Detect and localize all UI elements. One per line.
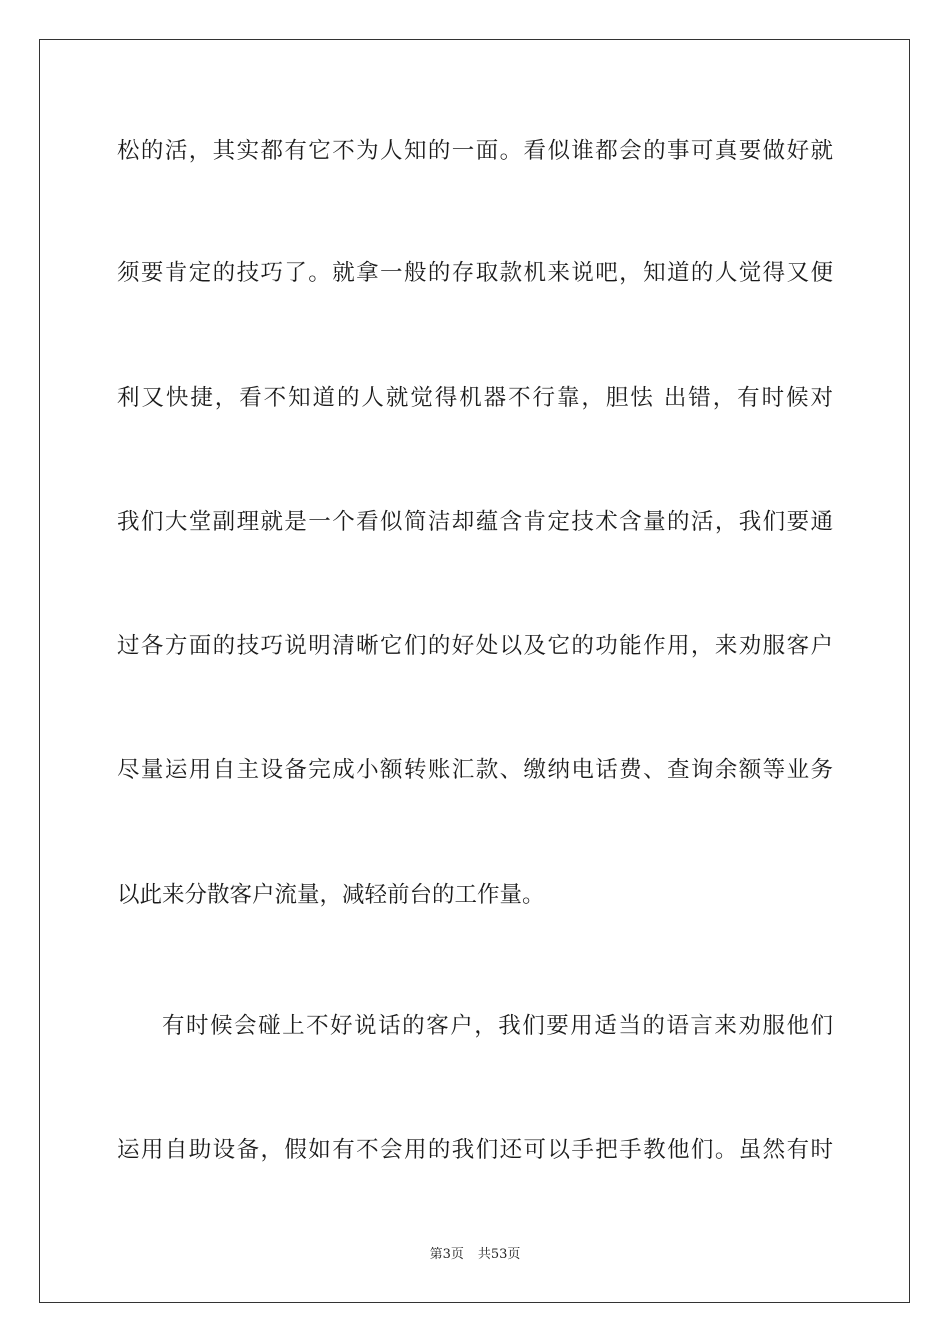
text-line: 以此来分散客户流量，减轻前台的工作量。 <box>117 882 545 908</box>
text-line: 运用自助设备，假如有不会用的我们还可以手把手教他们。虽然有时 <box>117 1137 833 1163</box>
page-total: 共53页 <box>477 1247 521 1262</box>
paragraph-first-line: 有时候会碰上不好说话的客户，我们要用适当的语言来劝服他们 <box>162 1013 833 1039</box>
text-line: 过各方面的技巧说明清晰它们的好处以及它的功能作用，来劝服客户 <box>117 633 833 659</box>
page-footer <box>0 1246 950 1264</box>
text-line: 我们大堂副理就是一个看似简洁却蕴含肯定技术含量的活，我们要通 <box>117 509 833 535</box>
text-line: 尽量运用自主设备完成小额转账汇款、缴纳电话费、查询余额等业务 <box>117 757 833 783</box>
page-number: 第3页 <box>429 1247 464 1262</box>
page-border <box>39 39 910 1303</box>
text-line: 须要肯定的技巧了。就拿一般的存取款机来说吧，知道的人觉得又便 <box>117 260 833 286</box>
text-line: 松的活，其实都有它不为人知的一面。看似谁都会的事可真要做好就 <box>117 138 833 164</box>
text-line: 利又快捷，看不知道的人就觉得机器不行靠，胆怯 出错，有时候对 <box>117 385 833 411</box>
